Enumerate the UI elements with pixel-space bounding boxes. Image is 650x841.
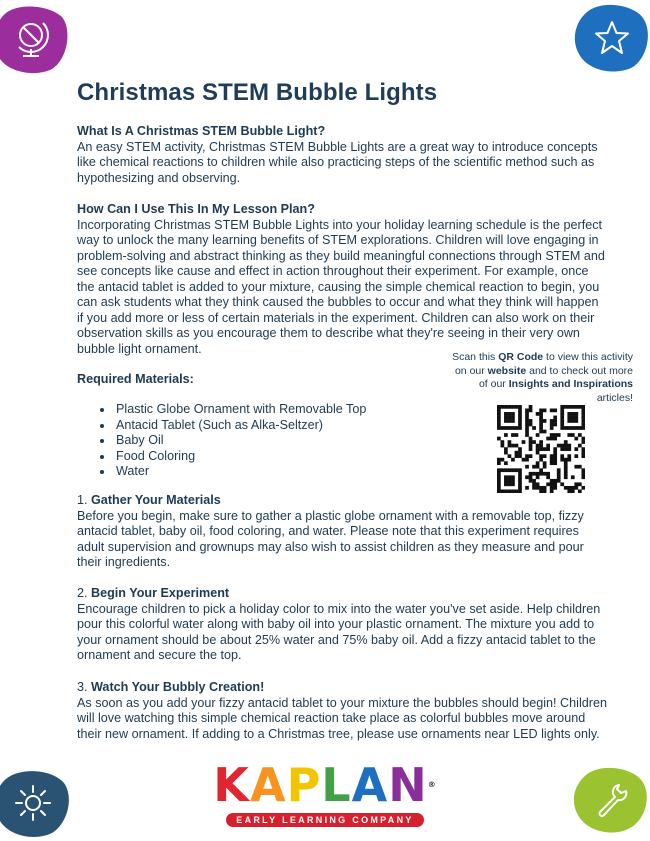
materials-list: [96, 402, 366, 480]
insights-link[interactable]: Insights and Inspirations: [508, 378, 633, 390]
step-body: Encourage children to pick a holiday color to mix into the water you've set aside. Help children pour this colorful water along with baby oil into your plastic ornament. The mixture you add to your ornament should be about 25% water and 75% baby oil. Add a fizzy antacid tablet to the ornament and secure the top.: [77, 601, 601, 662]
wrench-icon: [591, 779, 631, 819]
logo-letter: P: [286, 758, 322, 812]
sun-icon: [13, 783, 53, 823]
list-item: • Plastic Globe Ornament with Removable Top: [114, 402, 366, 418]
materials-heading: Required Materials:: [77, 372, 194, 386]
star-badge: [573, 2, 650, 74]
list-item: • Food Coloring: [114, 449, 366, 465]
logo-letter: L: [321, 758, 352, 812]
lesson-heading: How Can I Use This In My Lesson Plan?: [77, 202, 315, 216]
globe-icon: [11, 17, 51, 61]
list-item: • Antacid Tablet (Such as Alka-Seltzer): [114, 418, 366, 434]
intro-section: [77, 124, 607, 186]
step-1: 1. Gather Your Materials Before you begin, make sure to gather a plastic globe ornament with a removable top, fizzy antacid tablet, baby oil, food coloring, and water. Please note that this experiment requires adult supervision and grownups may also wish to assist children as they measure and pour their ingredients.: [77, 493, 607, 571]
logo-tagline: EARLY LEARNING COMPANY: [226, 813, 423, 827]
logo-letter: K: [213, 758, 250, 812]
logo-letter: A: [351, 758, 389, 812]
kaplan-logo: [0, 760, 650, 828]
list-item: • Baby Oil: [114, 433, 366, 449]
list-item: • Water: [114, 464, 366, 480]
step-3: 3. Watch Your Bubbly Creation! As soon as you add your fizzy antacid tablet to your mixture the bubbles should begin! Children will love watching this simple chemical reaction take place as colorful bubbles move around their new ornament. If adding to a Christmas tree, please use ornaments near LED lights only.: [77, 680, 607, 741]
intro-heading: What Is A Christmas STEM Bubble Light?: [77, 124, 326, 138]
logo-letter: N: [388, 758, 428, 812]
page-title: Christmas STEM Bubble Lights: [77, 79, 438, 106]
step-2: 2. Begin Your Experiment Encourage children to pick a holiday color to mix into the water you've set aside. Help children pour this colorful water along with baby oil into your plastic ornament. The mixture you add to your ornament should be about 25% water and 75% baby oil. Add a fizzy antacid tablet to the ornament and secure the top.: [77, 586, 607, 664]
step-heading: Gather Your Materials: [91, 493, 221, 507]
step-body: As soon as you add your fizzy antacid tablet to your mixture the bubbles should begin! Children will love watching this simple chemical reaction take place as colorful bubbles move around their new ornament. If adding to a Christmas tree, please use ornaments near LED lights only.: [77, 695, 607, 741]
star-icon: [592, 18, 632, 58]
lesson-body: Incorporating Christmas STEM Bubble Lights into your holiday learning schedule is the perfect way to unlock the many learning benefits of STEM explorations. Children will love engaging in problem-solving and abstract thinking as they build meaningful connections through STEM and see concepts like cause and effect in action throughout their experiment. For example, once the antacid tablet is added to your mixture, causing the simple chemical reaction to begin, you can ask students what they think caused the bubbles to occur and what they think will happen if you add more or less of certain materials in the experiment. Children can also work on their observation skills as you encourage them to describe what they're seeing in their very own bubble light ornament.: [77, 217, 605, 356]
intro-body: An easy STEM activity, Christmas STEM Bubble Lights are a great way to introduce concepts like chemical reactions to children while also practicing steps of the scientific method such as hypothesizing and observing.: [77, 139, 598, 185]
lesson-section: [77, 202, 607, 357]
step-heading: Begin Your Experiment: [91, 586, 230, 600]
step-body: Before you begin, make sure to gather a plastic globe ornament with a removable top, fizzy antacid tablet, baby oil, food coloring, and water. Please note that this experiment requires adult supervision and grownups may also wish to assist children as they measure and pour their ingredients.: [77, 508, 584, 569]
website-link[interactable]: website: [487, 364, 527, 377]
globe-badge: [0, 3, 70, 75]
step-heading: Watch Your Bubbly Creation!: [91, 680, 265, 694]
qr-caption: Scan this QR Code to view this activity on our website and to check out more of our Insights and Inspirations articles!: [452, 351, 633, 404]
qr-code[interactable]: [497, 405, 585, 493]
logo-wordmark: KAPLAN®: [213, 758, 437, 812]
logo-letter: A: [249, 758, 287, 812]
